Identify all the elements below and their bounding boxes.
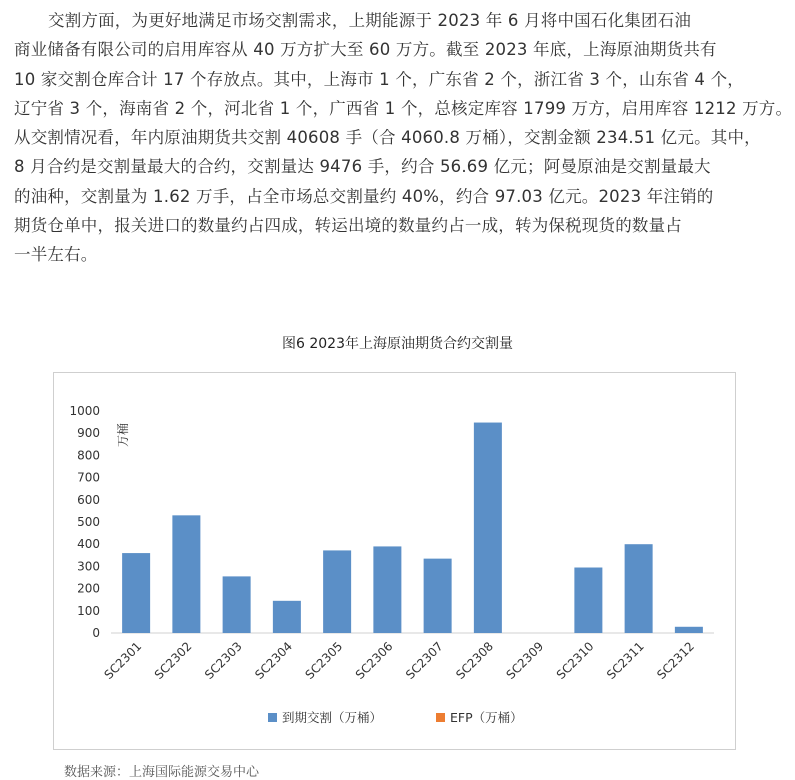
paragraph-line: 的油种，交割量为 1.62 万手，占全市场总交割量约 40%，约合 97.03 亿元。2023 年注销的 (14, 186, 714, 206)
legend-label-1: 到期交割（万桶） (282, 710, 383, 725)
y-tick-label: 0 (92, 626, 100, 640)
x-tick-label: SC2303 (201, 639, 245, 683)
x-tick-label: SC2312 (654, 639, 697, 683)
legend-swatch-2 (436, 713, 445, 722)
bar-sc2303 (223, 576, 251, 633)
x-tick-label: SC2305 (302, 639, 346, 683)
bar-sc2302 (172, 515, 200, 633)
x-tick-label: SC2306 (352, 639, 396, 683)
paragraph-line: 10 家交割仓库合计 17 个存放点。其中，上海市 1 个，广东省 2 个，浙江省 3 个，山东省 4 个， (14, 69, 744, 89)
bar-sc2308 (474, 423, 502, 633)
x-tick-label: SC2311 (603, 639, 647, 683)
bar-sc2307 (424, 559, 452, 633)
bar-sc2304 (273, 601, 301, 633)
bar-sc2310 (574, 568, 602, 633)
y-tick-label: 400 (77, 537, 100, 552)
bar-sc2312 (675, 627, 703, 633)
paragraph-line: 从交割情况看，年内原油期货共交割 40608 手（合 4060.8 万桶），交割金额 234.51 亿元。其中， (14, 128, 761, 148)
figure-title: 图6 2023年上海原油期货合约交割量 (282, 336, 513, 352)
y-tick-label: 600 (77, 492, 100, 507)
x-tick-label: SC2302 (151, 639, 195, 683)
bar-sc2306 (373, 546, 401, 633)
x-tick-label: SC2309 (503, 639, 547, 683)
bar-chart (54, 373, 735, 749)
legend-swatch-1 (268, 713, 277, 722)
paragraph-line: 一半左右。 (14, 245, 98, 265)
paragraph-line: 期货仓单中，报关进口的数量约占四成，转运出境的数量约占一成，转为保税现货的数量占 (14, 216, 682, 236)
paragraph-line: 8 月合约是交割量最大的合约，交割量达 9476 手，约合 56.69 亿元；阿曼原油是交割量最大 (14, 157, 711, 177)
y-tick-label: 800 (77, 448, 100, 463)
bar-sc2311 (625, 544, 653, 633)
paragraph-line: 交割方面，为更好地满足市场交割需求，上期能源于 2023 年 6 月将中国石化集团石油 (48, 11, 692, 30)
chart-frame (53, 372, 736, 750)
x-tick-label: SC2301 (101, 639, 145, 683)
y-tick-label: 300 (77, 559, 100, 574)
x-tick-label: SC2304 (252, 639, 295, 683)
bar-sc2301 (122, 553, 150, 633)
y-tick-label: 100 (77, 603, 100, 618)
y-axis-label: 万桶 (116, 422, 130, 448)
y-tick-label: 500 (77, 515, 100, 529)
legend-label-2: EFP（万桶） (450, 710, 523, 725)
x-tick-label: SC2308 (453, 639, 496, 683)
data-source-note: 数据来源：上海国际能源交易中心 (64, 765, 260, 780)
y-tick-label: 200 (77, 581, 100, 596)
y-tick-label: 1000 (69, 404, 100, 418)
y-tick-label: 900 (77, 426, 100, 441)
x-tick-label: SC2310 (553, 639, 597, 683)
body-paragraph (14, 6, 793, 270)
paragraph-line: 商业储备有限公司的启用库容从 40 万方扩大至 60 万方。截至 2023 年底，上海原油期货共有 (14, 40, 717, 60)
y-tick-label: 700 (77, 470, 100, 485)
x-tick-label: SC2307 (402, 639, 446, 683)
bar-sc2305 (323, 550, 351, 633)
paragraph-line: 辽宁省 3 个，海南省 2 个，河北省 1 个，广西省 1 个，总核定库容 1799 万方，启用库容 1212 万方。 (14, 98, 793, 118)
